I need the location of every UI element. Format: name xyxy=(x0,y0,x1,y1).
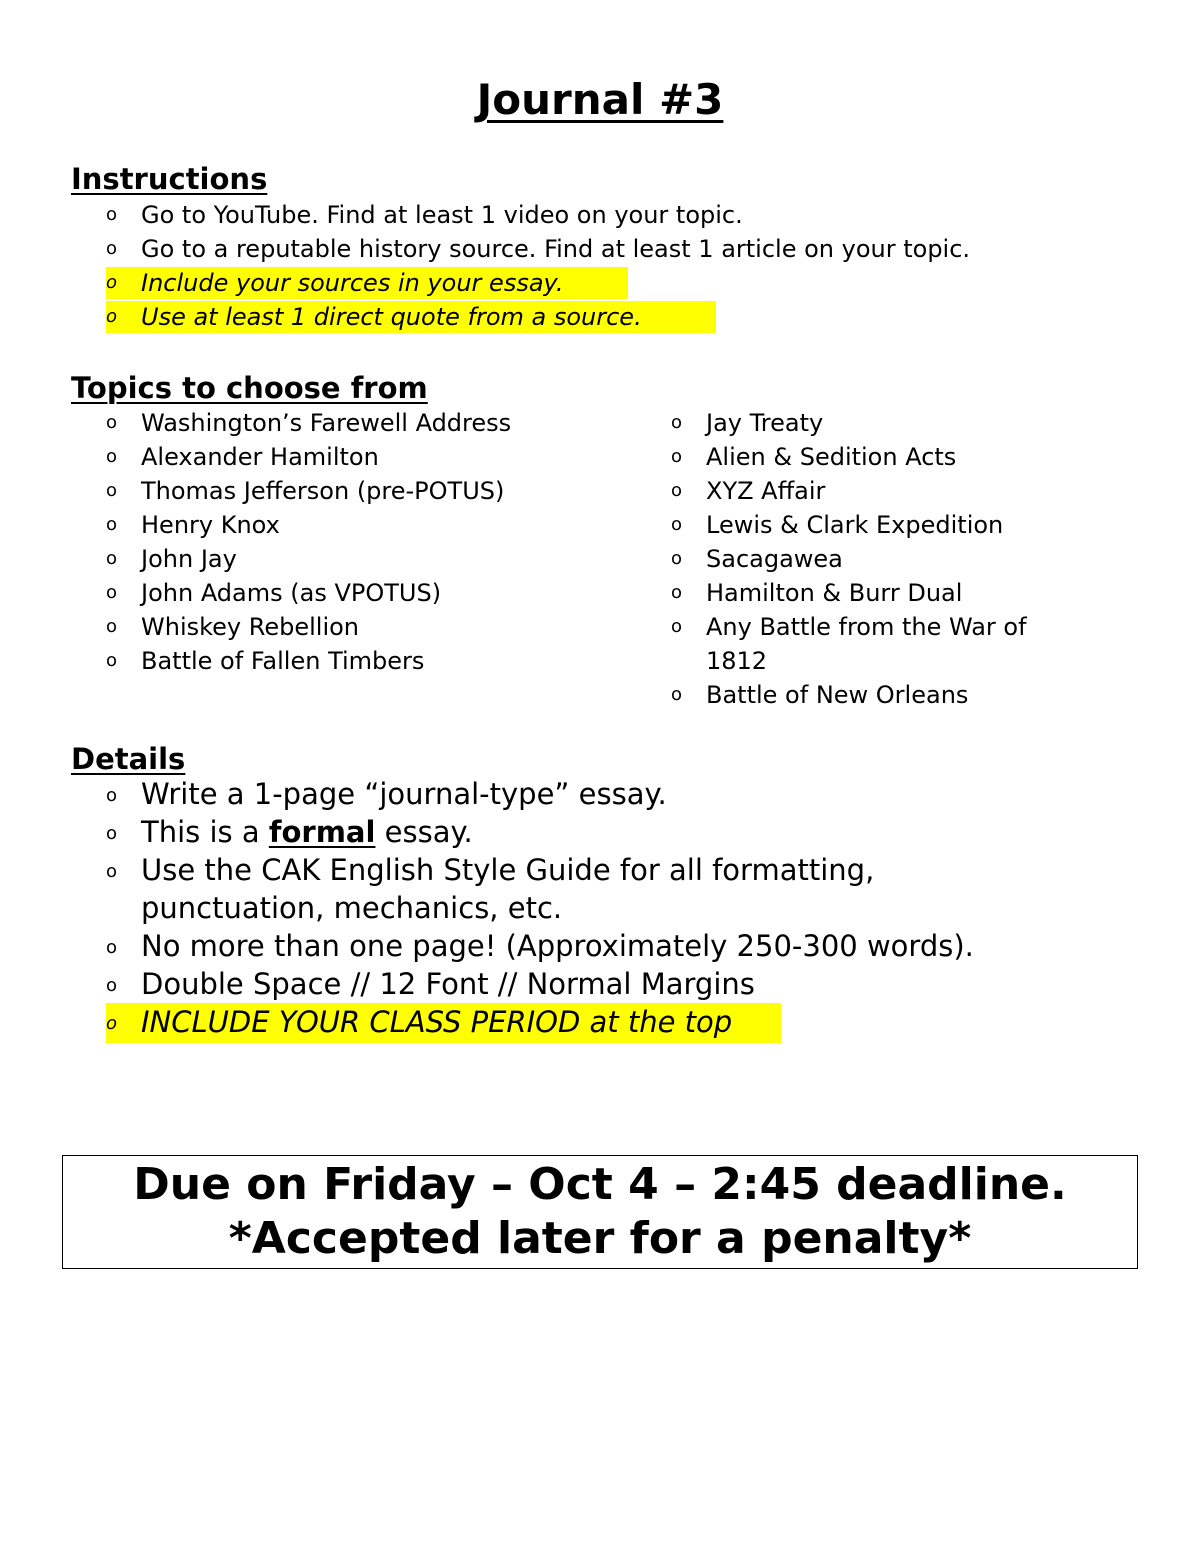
instruction-text: Go to YouTube. Find at least 1 video on your topic. xyxy=(141,201,743,229)
topic-text: Washington’s Farewell Address xyxy=(141,409,512,437)
topics-heading: Topics to choose from xyxy=(71,371,428,405)
bullet-icon: o xyxy=(106,975,118,996)
list-item-highlighted xyxy=(106,266,1106,300)
due-date-box xyxy=(62,1155,1138,1269)
instructions-list xyxy=(106,198,1106,334)
list-item-highlighted xyxy=(106,300,1106,334)
bullet-icon: o xyxy=(106,785,118,806)
list-item xyxy=(671,542,1141,576)
list-item xyxy=(106,965,1106,1003)
details-list xyxy=(106,775,1106,1041)
detail-text: Double Space // 12 Font // Normal Margins xyxy=(141,967,755,1001)
topic-text: Alexander Hamilton xyxy=(141,443,379,471)
bullet-icon: o xyxy=(106,937,118,958)
bullet-icon: o xyxy=(106,446,118,467)
topic-text: Alien & Sedition Acts xyxy=(706,443,957,471)
formal-emphasis: formal xyxy=(268,815,376,849)
detail-text-after: essay. xyxy=(375,815,473,849)
topic-text: John Jay xyxy=(141,545,237,573)
bullet-icon: o xyxy=(671,514,683,535)
bullet-icon: o xyxy=(671,412,683,433)
list-item xyxy=(106,542,626,576)
list-item xyxy=(106,440,626,474)
list-item-highlighted xyxy=(106,1003,1106,1041)
list-item xyxy=(106,198,1106,232)
bullet-icon: o xyxy=(106,650,118,671)
topic-text: Lewis & Clark Expedition xyxy=(706,511,1004,539)
topics-list-right xyxy=(671,406,1141,712)
list-item xyxy=(671,678,1141,712)
topic-text: Battle of Fallen Timbers xyxy=(141,647,425,675)
topic-text: XYZ Affair xyxy=(706,477,826,505)
page-title: Journal #3 xyxy=(476,75,724,124)
topic-text: Any Battle from the War of 1812 xyxy=(706,613,1027,675)
list-item xyxy=(671,610,1141,678)
topic-text: Henry Knox xyxy=(141,511,280,539)
instruction-text: Include your sources in your essay. xyxy=(141,269,564,297)
detail-text: Write a 1-page “journal-type” essay. xyxy=(141,777,667,811)
list-item xyxy=(106,775,1106,813)
list-item xyxy=(106,576,626,610)
bullet-icon: o xyxy=(106,412,118,433)
list-item xyxy=(671,508,1141,542)
bullet-icon: o xyxy=(671,582,683,603)
list-item xyxy=(106,851,1106,927)
instruction-text: Go to a reputable history source. Find at least 1 article on your topic. xyxy=(141,235,971,263)
penalty-line: *Accepted later for a penalty* xyxy=(228,1213,972,1264)
list-item xyxy=(106,508,626,542)
bullet-icon: o xyxy=(671,684,683,705)
topic-text: Jay Treaty xyxy=(706,409,824,437)
due-date-line: Due on Friday – Oct 4 – 2:45 deadline. xyxy=(133,1159,1067,1210)
list-item xyxy=(671,406,1141,440)
topic-text: Whiskey Rebellion xyxy=(141,613,360,641)
topic-text: John Adams (as VPOTUS) xyxy=(141,579,442,607)
bullet-icon: o xyxy=(671,480,683,501)
detail-text-before: This is a xyxy=(141,815,269,849)
bullet-icon: o xyxy=(106,582,118,603)
instruction-text: Use at least 1 direct quote from a source. xyxy=(141,303,642,331)
topic-text: Sacagawea xyxy=(706,545,843,573)
bullet-icon: o xyxy=(106,861,118,882)
instructions-heading: Instructions xyxy=(71,162,268,196)
list-item xyxy=(106,644,626,678)
topic-text: Thomas Jefferson (pre-POTUS) xyxy=(141,477,505,505)
list-item xyxy=(106,406,626,440)
detail-text: INCLUDE YOUR CLASS PERIOD at the top xyxy=(141,1005,733,1039)
bullet-icon: o xyxy=(671,548,683,569)
bullet-icon: o xyxy=(106,514,118,535)
details-heading: Details xyxy=(71,742,186,776)
topics-list-left xyxy=(106,406,626,678)
bullet-icon: o xyxy=(106,823,118,844)
bullet-icon: o xyxy=(106,272,118,293)
list-item xyxy=(671,440,1141,474)
detail-text: Use the CAK English Style Guide for all formatting, punctuation, mechanics, etc. xyxy=(141,853,875,925)
list-item xyxy=(106,813,1106,851)
bullet-icon: o xyxy=(106,616,118,637)
detail-text: No more than one page! (Approximately 250-300 words). xyxy=(141,929,974,963)
list-item xyxy=(671,576,1141,610)
list-item xyxy=(106,474,626,508)
list-item xyxy=(106,610,626,644)
bullet-icon: o xyxy=(106,204,118,225)
detail-text xyxy=(106,813,1106,851)
bullet-icon: o xyxy=(106,306,118,327)
list-item xyxy=(671,474,1141,508)
topic-text: Hamilton & Burr Dual xyxy=(706,579,963,607)
bullet-icon: o xyxy=(671,616,683,637)
bullet-icon: o xyxy=(106,548,118,569)
bullet-icon: o xyxy=(106,1013,118,1034)
bullet-icon: o xyxy=(671,446,683,467)
list-item xyxy=(106,927,1106,965)
bullet-icon: o xyxy=(106,238,118,259)
bullet-icon: o xyxy=(106,480,118,501)
topic-text: Battle of New Orleans xyxy=(706,681,969,709)
list-item xyxy=(106,232,1106,266)
